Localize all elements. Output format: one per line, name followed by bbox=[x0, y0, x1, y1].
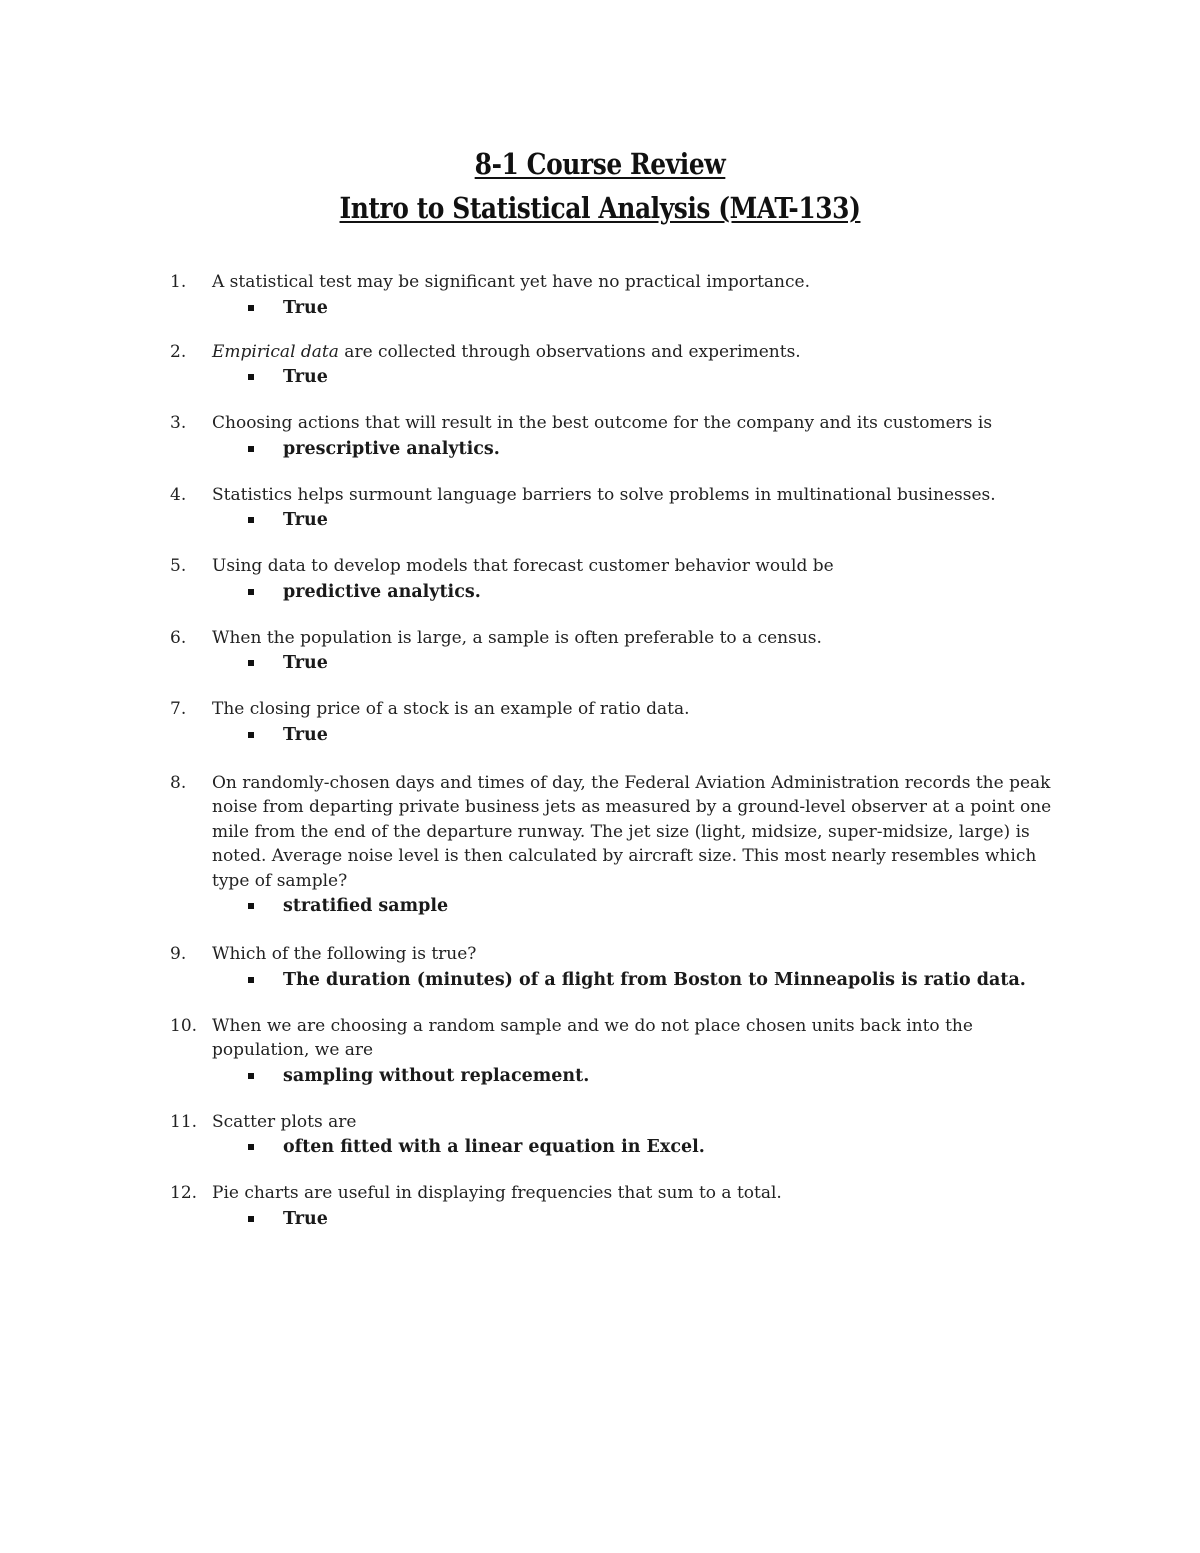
question-body: Pie charts are useful in displaying frequencies that sum to a total. bbox=[212, 1183, 782, 1203]
title-block bbox=[0, 142, 1200, 230]
answer bbox=[212, 1135, 1070, 1159]
answer-text: True bbox=[283, 1208, 328, 1229]
question-item bbox=[170, 411, 1070, 461]
answer-text: True bbox=[283, 510, 328, 530]
question-text bbox=[212, 626, 1070, 651]
question-body: Using data to develop models that forecast customer behavior would be bbox=[212, 556, 834, 576]
question-number: 11. bbox=[170, 1111, 198, 1132]
question-text bbox=[212, 411, 1070, 436]
question-body: On randomly-chosen days and times of day, the Federal Aviation Administration records the peak noise from departing private business jets as measured by a ground-level observer at a point one mile from the end of the departure runway. The jet size (light, midsize, super-midsize, large) is noted. Average noise level is then calculated by aircraft size. This most nearly resembles which type of sample? bbox=[212, 772, 1052, 891]
question-body: are collected through observations and experiments. bbox=[338, 341, 801, 362]
square-bullet-icon bbox=[248, 977, 254, 983]
question-number: 3. bbox=[170, 413, 187, 433]
square-bullet-icon bbox=[248, 374, 254, 380]
square-bullet-icon bbox=[248, 589, 254, 595]
question-number: 6. bbox=[170, 627, 187, 648]
question-body: Statistics helps surmount language barriers to solve problems in multinational businesses. bbox=[212, 484, 996, 505]
question-body: A statistical test may be significant yet have no practical importance. bbox=[212, 272, 810, 292]
question-list bbox=[170, 270, 1070, 1231]
answer bbox=[212, 723, 1070, 747]
answer-text: sampling without replacement. bbox=[283, 1065, 590, 1086]
question-text bbox=[212, 1110, 1070, 1135]
question-number: 9. bbox=[170, 944, 187, 964]
question-item bbox=[170, 340, 1070, 390]
square-bullet-icon bbox=[248, 660, 254, 666]
answer-text: True bbox=[283, 297, 328, 318]
answer bbox=[212, 1207, 1070, 1231]
question-item bbox=[170, 771, 1070, 919]
question-item bbox=[170, 942, 1070, 992]
question-item bbox=[170, 270, 1070, 320]
question-text bbox=[212, 1181, 1070, 1206]
question-number: 2. bbox=[170, 341, 187, 362]
answer bbox=[212, 296, 1070, 320]
question-item bbox=[170, 697, 1070, 747]
square-bullet-icon bbox=[248, 1073, 254, 1079]
square-bullet-icon bbox=[248, 305, 254, 311]
square-bullet-icon bbox=[248, 1216, 254, 1222]
square-bullet-icon bbox=[248, 517, 254, 523]
question-body: Which of the following is true? bbox=[212, 944, 477, 964]
question-text bbox=[212, 942, 1070, 967]
question-item bbox=[170, 1110, 1070, 1160]
answer-text: predictive analytics. bbox=[283, 581, 481, 602]
question-number: 1. bbox=[170, 272, 187, 292]
answer-text: often fitted with a linear equation in Excel. bbox=[283, 1137, 705, 1157]
square-bullet-icon bbox=[248, 903, 254, 909]
answer bbox=[212, 365, 1070, 389]
answer bbox=[212, 1064, 1070, 1088]
question-body: When the population is large, a sample is often preferable to a census. bbox=[212, 627, 822, 648]
answer bbox=[212, 968, 1070, 992]
answer-text: stratified sample bbox=[283, 896, 449, 916]
question-text bbox=[212, 340, 1070, 365]
answer bbox=[212, 894, 1070, 918]
page-title: 8-1 Course Review bbox=[474, 147, 726, 181]
question-text bbox=[212, 270, 1070, 295]
question-item bbox=[170, 554, 1070, 604]
question-text bbox=[212, 483, 1070, 508]
question-number: 10. bbox=[170, 1015, 198, 1036]
question-body: When we are choosing a random sample and we do not place chosen units back into the population, we are bbox=[212, 1015, 973, 1060]
question-body: Scatter plots are bbox=[212, 1111, 357, 1132]
question-text bbox=[212, 554, 1070, 579]
question-body: Choosing actions that will result in the best outcome for the company and its customers is bbox=[212, 413, 993, 433]
question-number: 7. bbox=[170, 699, 187, 719]
answer-text: prescriptive analytics. bbox=[283, 438, 500, 459]
question-item bbox=[170, 626, 1070, 676]
page-subtitle: Intro to Statistical Analysis (MAT-133) bbox=[339, 191, 861, 225]
answer-text: True bbox=[283, 367, 328, 387]
question-item bbox=[170, 1181, 1070, 1231]
answer-text: True bbox=[283, 724, 328, 745]
question-emphasis: Empirical data bbox=[212, 341, 339, 362]
square-bullet-icon bbox=[248, 732, 254, 738]
answer bbox=[212, 437, 1070, 461]
question-number: 12. bbox=[170, 1183, 198, 1203]
answer-text: True bbox=[283, 653, 328, 673]
question-number: 5. bbox=[170, 556, 187, 576]
question-number: 8. bbox=[170, 772, 187, 793]
question-body: The closing price of a stock is an example of ratio data. bbox=[212, 699, 690, 719]
answer-text: The duration (minutes) of a flight from Boston to Minneapolis is ratio data. bbox=[283, 969, 1026, 990]
answer bbox=[212, 651, 1070, 675]
question-item bbox=[170, 1014, 1070, 1088]
answer bbox=[212, 580, 1070, 604]
question-text bbox=[212, 1014, 1070, 1063]
question-text bbox=[212, 697, 1070, 722]
question-item bbox=[170, 483, 1070, 533]
question-text bbox=[212, 771, 1070, 894]
square-bullet-icon bbox=[248, 446, 254, 452]
square-bullet-icon bbox=[248, 1144, 254, 1150]
question-number: 4. bbox=[170, 484, 187, 505]
answer bbox=[212, 508, 1070, 532]
